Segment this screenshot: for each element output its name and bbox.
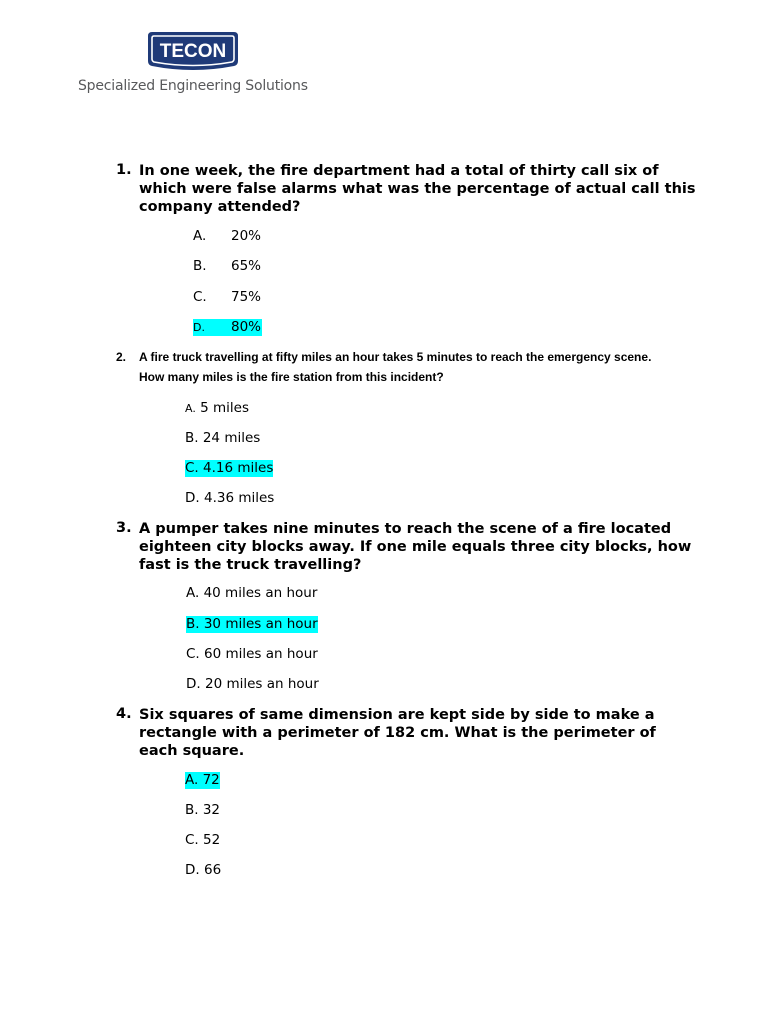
option-a: A. 20% <box>193 228 262 244</box>
question-number: 2. <box>116 350 127 364</box>
option-d: D. 4.36 miles <box>185 490 275 506</box>
option-d: D. 66 <box>185 862 222 878</box>
tecon-logo <box>146 30 240 74</box>
question-number: 1. <box>116 162 132 178</box>
question-text: A pumper takes nine minutes to reach the scene of a fire located eighteen city blocks away. If one mile equals three city blocks, how fast is the truck travelling? <box>139 521 692 573</box>
option-c: C. 75% <box>193 289 262 305</box>
option-d: D. 20 miles an hour <box>186 676 319 692</box>
option-b: B. 65% <box>193 258 262 274</box>
question-number: 3. <box>116 520 132 536</box>
option-a: A. 5 miles <box>185 400 249 416</box>
question-text: A fire truck travelling at fifty miles an hour takes 5 minutes to reach the emergency scene. How many miles is the fire station from this incident? <box>139 350 652 384</box>
option-c-highlighted: C. 4.16 miles <box>185 460 274 476</box>
option-b: B. 32 <box>185 802 221 818</box>
option-d-highlighted: D. 80% <box>193 319 262 335</box>
question-text: In one week, the fire department had a total of thirty call six of which were false alarms what was the percentage of actual call this company attended? <box>139 163 696 215</box>
option-a-highlighted: A. 72 <box>185 772 220 788</box>
option-a: A. 40 miles an hour <box>186 585 318 601</box>
option-c: C. 52 <box>185 832 221 848</box>
company-tagline: Specialized Engineering Solutions <box>78 78 308 94</box>
question-text: Six squares of same dimension are kept side by side to make a rectangle with a perimeter of 182 cm. What is the perimeter of each square. <box>139 707 656 759</box>
option-b: B. 24 miles <box>185 430 261 446</box>
question-number: 4. <box>116 706 132 722</box>
option-b-highlighted: B. 30 miles an hour <box>186 616 318 632</box>
option-c: C. 60 miles an hour <box>186 646 318 662</box>
svg-text:TECON: TECON <box>159 41 227 62</box>
